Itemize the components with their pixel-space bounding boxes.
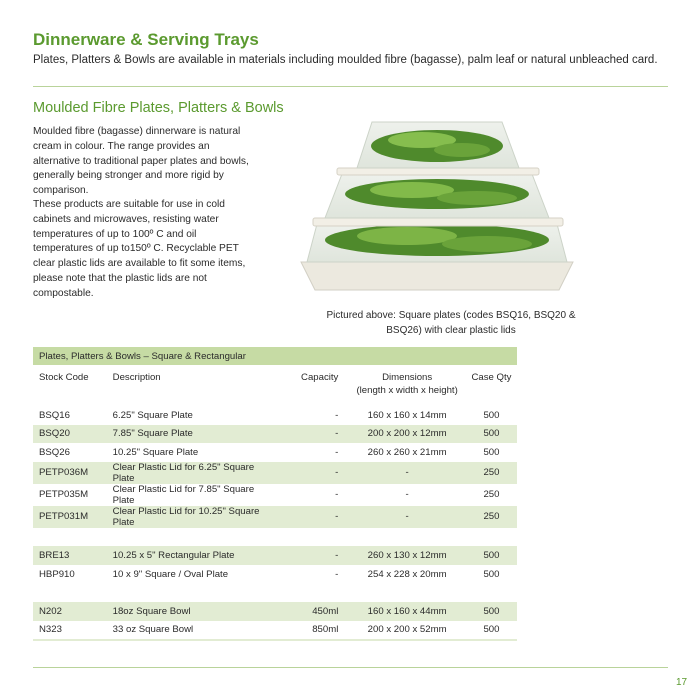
description: 6.25" Square Plate	[112, 409, 193, 421]
case-qty: 500	[483, 568, 500, 580]
description: 18oz Square Bowl	[109, 602, 279, 621]
footer-divider	[33, 667, 668, 668]
description: Clear Plastic Lid for 10.25" Square Plate	[109, 506, 279, 528]
intro-paragraph: Moulded fibre (bagasse) dinnerware is natural cream in colour. The range provides an alternative to traditional paper plates and bowls, generally being stronger and more rigid by comparison.	[33, 126, 249, 197]
base-plate-shape	[301, 262, 573, 290]
case-qty: 500	[483, 446, 500, 458]
capacity: -	[335, 446, 339, 458]
case-qty: 500	[466, 602, 517, 621]
capacity: -	[279, 506, 348, 528]
stock-code: BSQ20	[33, 425, 109, 444]
case-qty: 500	[483, 409, 500, 421]
table-row	[33, 443, 517, 462]
lettuce-highlight	[442, 236, 532, 252]
table-row	[33, 621, 517, 640]
table-spacer	[33, 528, 517, 547]
dimensions: 160 x 160 x 44mm	[348, 602, 466, 621]
capacity: 450ml	[279, 602, 348, 621]
header-stock-code: Stock Code	[33, 365, 109, 406]
table-row	[33, 462, 517, 484]
table-row	[33, 565, 517, 584]
capacity: -	[335, 409, 339, 421]
stock-code: PETP035M	[39, 489, 89, 501]
header-case-qty: Case Qty	[466, 365, 517, 406]
stock-code: N202	[33, 602, 109, 621]
dimensions: 200 x 200 x 12mm	[348, 425, 466, 444]
products-table	[33, 347, 517, 641]
header-description: Description	[109, 365, 279, 406]
header-dimensions-label: Dimensions	[382, 372, 433, 383]
divider	[33, 86, 668, 87]
dimensions: 254 x 228 x 20mm	[367, 568, 447, 580]
description: 7.85" Square Plate	[109, 425, 279, 444]
dimensions: 260 x 260 x 21mm	[367, 446, 447, 458]
case-qty: 250	[466, 506, 517, 528]
lettuce-highlight	[437, 191, 517, 205]
lettuce-highlight	[357, 227, 457, 245]
dimensions: -	[405, 489, 409, 501]
table-spacer-cell	[33, 528, 517, 547]
table-row	[33, 425, 517, 444]
header-capacity: Capacity	[279, 365, 348, 406]
case-qty: 250	[466, 462, 517, 484]
capacity: -	[335, 568, 339, 580]
stock-code: PETP036M	[33, 462, 109, 484]
dimensions: -	[348, 462, 466, 484]
capacity: -	[279, 546, 348, 565]
dimensions: -	[348, 506, 466, 528]
table-bottom-bar	[33, 639, 517, 641]
table-row	[33, 506, 517, 528]
page-title: Dinnerware & Serving Trays	[33, 30, 259, 49]
case-qty: 500	[483, 624, 500, 636]
table-row	[33, 546, 517, 565]
description: 10.25 x 5" Rectangular Plate	[109, 546, 279, 565]
header-dimensions-sub: (length x width x height)	[356, 385, 458, 396]
table-row	[33, 602, 517, 621]
page-subtitle: Plates, Platters & Bowls are available in materials including moulded fibre (bagasse), palm leaf or natural unbleached card.	[33, 54, 658, 66]
plate-rim	[313, 218, 563, 226]
stock-code: BSQ16	[39, 409, 70, 421]
table-title-row	[33, 347, 517, 365]
table-spacer-cell	[33, 583, 517, 602]
page-number: 17	[676, 677, 688, 688]
table-spacer	[33, 583, 517, 602]
table-row	[33, 484, 517, 506]
capacity: -	[279, 462, 348, 484]
stock-code: PETP031M	[33, 506, 109, 528]
stock-code: HBP910	[39, 568, 75, 580]
description: Clear Plastic Lid for 6.25" Square Plate	[109, 462, 279, 484]
capacity: 850ml	[312, 624, 339, 636]
dimensions: 160 x 160 x 14mm	[367, 409, 447, 421]
table-title: Plates, Platters & Bowls – Square & Rectangular	[33, 347, 517, 365]
description: 10.25" Square Plate	[112, 446, 199, 458]
capacity: -	[335, 489, 339, 501]
case-qty: 500	[466, 546, 517, 565]
stock-code: BRE13	[33, 546, 109, 565]
table-bottom-cell	[33, 639, 517, 641]
stock-code: N323	[39, 624, 62, 636]
dimensions: 200 x 200 x 52mm	[367, 624, 447, 636]
product-photo	[297, 112, 577, 304]
plate-rim	[337, 168, 539, 175]
photo-caption: Pictured above: Square plates (codes BSQ16, BSQ20 & BSQ26) with clear plastic lids	[326, 310, 576, 336]
table-row	[33, 406, 517, 425]
capacity: -	[279, 425, 348, 444]
usage-paragraph: These products are suitable for use in cold cabinets and microwaves, resisting water temperatures of up to 100º C and oil temperatures of up to150º C. Recyclable PET clear plastic lids are available to fit some items, please note that the plastic lids are not compostable.	[33, 199, 246, 299]
description: 10 x 9" Square / Oval Plate	[112, 568, 229, 580]
dimensions: 260 x 130 x 12mm	[348, 546, 466, 565]
description: 33 oz Square Bowl	[112, 624, 194, 636]
header-dimensions	[348, 365, 466, 406]
table-header-row	[33, 365, 517, 406]
case-qty: 500	[466, 425, 517, 444]
stock-code: BSQ26	[39, 446, 70, 458]
lettuce-highlight	[434, 143, 490, 157]
description: Clear Plastic Lid for 7.85" Square Plate	[112, 483, 255, 506]
section-title: Moulded Fibre Plates, Platters & Bowls	[33, 100, 284, 116]
case-qty: 250	[483, 489, 500, 501]
